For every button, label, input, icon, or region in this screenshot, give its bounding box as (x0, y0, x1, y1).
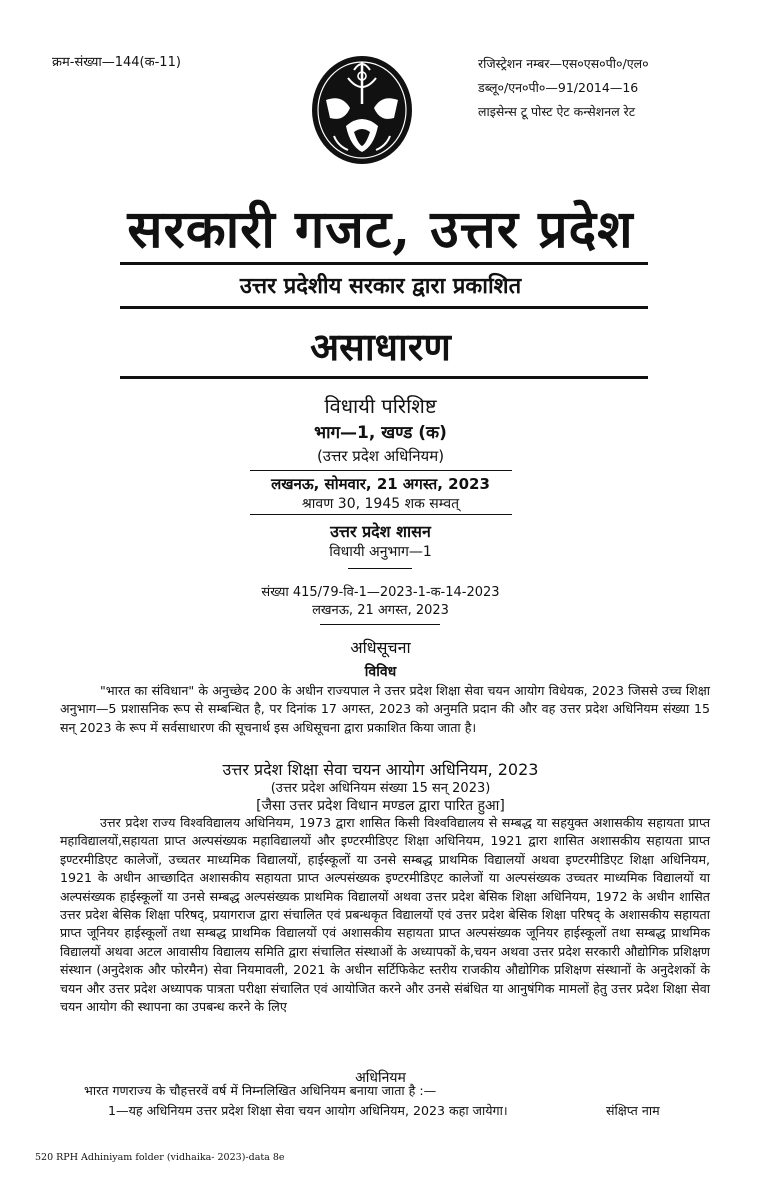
date-top-rule (250, 470, 512, 471)
notification-heading: अधिसूचना (350, 638, 411, 657)
margin-note: संक्षिप्त नाम (606, 1103, 660, 1118)
registration-block (478, 52, 649, 124)
act-preamble: उत्तर प्रदेश राज्य विश्वविद्यालय अधिनियम, 1973 द्वारा शासित किसी विश्वविद्यालय से सम्बद्ध या सहयुक्त अशासकीय सहायता प्राप्त महाविद्यालयों,सहायता प्राप्त अल्पसंख्यक महाविद्यालयों और इण्टरमीडिएट शिक्षा अधिनियम, 1921 द्वारा शासित अशासकीय सहायता प्राप्त इण्टरमीडिएट कालेजों, उच्चतर माध्यमिक विद्यालयों, हाईस्कूलों या उनसे सम्बद्ध प्राथमिक विद्यालयों अथवा इण्टरमीडिएट शिक्षा अधिनियम, 1921 के अधीन आच्छादित अशासकीय सहायता प्राप्त अल्पसंख्यक इण्टरमीडिएट कालेजों या अल्पसंख्यक उच्चतर माध्यमिक विद्यालयों या अल्पसंख्यक हाईस्कूलों या उनसे सम्बद्ध अल्पसंख्यक प्राथमिक विद्यालयों अथवा उत्तर प्रदेश बेसिक शिक्षा अधिनियम, 1972 के अधीन शासित उत्तर प्रदेश बेसिक शिक्षा परिषद्, प्रयागराज द्वारा संचालित एवं प्रबन्धकृत विद्यालयों एवं उत्तर प्रदेश बेसिक शिक्षा परिषद् के अशासकीय सहायता प्राप्त जूनियर हाईस्कूलों तथा सम्बद्ध प्राथमिक विद्यालयों एवं अशासकीय सहायता प्राप्त अल्पसंख्यक जूनियर हाईस्कूलों तथा सम्बद्ध प्राथमिक विद्यालयों अथवा अटल आवासीय विद्यालय समिति द्वारा संचालित संस्थाओं के अध्यापकों के,चयन अथवा उत्तर प्रदेश सरकारी औद्योगिक प्रशिक्षण संस्थान (अनुदेशक और फोरमैन) सेवा नियमावली, 2021 के अधीन सर्टिफिकेट स्तरीय राजकीय औद्योगिक प्रशिक्षण संस्थानों के अनुदेशकों के चयन और उत्तर प्रदेश अध्यापक पात्रता परीक्षा संचालित एवं आयोजित करने और उनसे संबंधित या आनुषंगिक मामलों हेतु उत्तर प्रदेश शिक्षा सेवा चयन आयोग की स्थापना का उपबन्ध करने के लिए (60, 815, 710, 1015)
department-name: विधायी अनुभाग—1 (329, 544, 432, 560)
publication-date: लखनऊ, सोमवार, 21 अगस्त, 2023 (271, 475, 490, 493)
print-code: 520 RPH Adhiniyam folder (vidhaika- 2023)-data 8e (35, 1152, 285, 1163)
notification-rule (320, 624, 440, 625)
act-title: उत्तर प्रदेश शिक्षा सेवा चयन आयोग अधिनियम, 2023 (222, 760, 539, 779)
enactment-formula: भारत गणराज्य के चौहत्तरवें वर्ष में निम्नलिखित अधिनियम बनाया जाता है :— (84, 1083, 437, 1098)
title-rule (120, 262, 648, 265)
enactment-heading: अधिनियम (355, 1070, 406, 1086)
government-name: उत्तर प्रदेश शासन (330, 522, 431, 541)
notification-text: "भारत का संविधान" के अनुच्छेद 200 के अधीन राज्यपाल ने उत्तर प्रदेश शिक्षा सेवा चयन आयोग विधेयक, 2023 जिससे उच्च शिक्षा अनुभाग—5 प्रशासनिक रूप से सम्बन्धित है, पर दिनांक 17 अगस्त, 2023 को अनुमति प्रदान की और वह उत्तर प्रदेश अधिनियम संख्या 15 सन् 2023 के रूप में सर्वसाधारण की सूचनार्थ इस अधिसूचना द्वारा प्रकाशित किया जाता है। (60, 683, 710, 735)
registration-line-1: रजिस्ट्रेशन नम्बर—एस०एस०पी०/एल० (478, 56, 649, 71)
extraordinary-label: असाधारण (310, 325, 451, 369)
serial-number: क्रम-संख्या—144(क-11) (52, 55, 181, 70)
notification-date: लखनऊ, 21 अगस्त, 2023 (312, 603, 449, 618)
published-by: उत्तर प्रदेशीय सरकार द्वारा प्रकाशित (239, 274, 522, 299)
act-number: (उत्तर प्रदेश अधिनियम संख्या 15 सन् 2023) (270, 781, 491, 796)
part-label: भाग—1, खण्ड (क) (314, 423, 447, 443)
registration-line-2: डब्लू०/एन०पी०—91/2014—16 (478, 80, 639, 95)
act-passed-by: [जैसा उत्तर प्रदेश विधान मण्डल द्वारा पारित हुआ] (256, 798, 505, 814)
supplement-label: विधायी परिशिष्ट (324, 394, 437, 418)
clause-1: 1—यह अधिनियम उत्तर प्रदेश शिक्षा सेवा चयन आयोग अधिनियम, 2023 कहा जायेगा। (108, 1103, 508, 1118)
date-bottom-rule (250, 514, 512, 515)
publisher-rule (120, 306, 648, 309)
acts-label: (उत्तर प्रदेश अधिनियम) (316, 447, 445, 465)
gazette-title: सरकारी गजट, उत्तर प्रदेश (127, 199, 634, 260)
registration-line-3: लाइसेन्स टू पोस्ट ऐट कन्सेशनल रेट (478, 104, 636, 119)
uttar-pradesh-emblem-icon (308, 48, 416, 168)
saka-date: श्रावण 30, 1945 शक सम्वत् (301, 496, 460, 512)
department-rule (348, 568, 412, 569)
extraordinary-rule (120, 376, 648, 379)
notification-number: संख्या 415/79-वि-1—2023-1-क-14-2023 (261, 585, 500, 600)
notification-subheading: विविध (364, 664, 397, 680)
